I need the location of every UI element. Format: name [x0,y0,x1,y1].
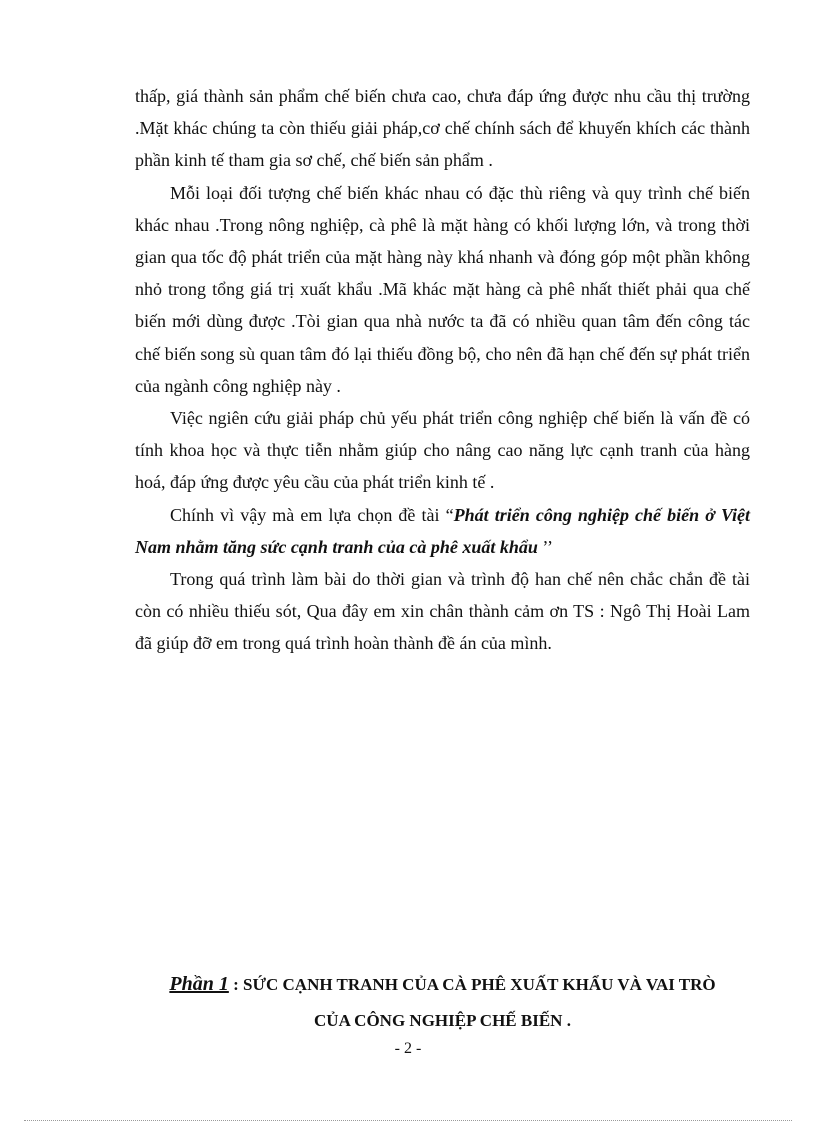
paragraph-processing: Mỗi loại đối tượng chế biến khác nhau có đặc thù riêng và quy trình chế biến khác nhau .Trong nông nghiệp, cà phê là mặt hàng có khối lượng lớn, và trong thời gian qua tốc độ phát triển của mặt hàng này khá nhanh và đóng góp một phần không nhỏ trong tổng giá trị xuất khẩu .Mã khác mặt hàng cà phê nhất thiết phải qua chế biến mới dùng được .Tòi gian qua nhà nước ta đã có nhiều quan tâm đến công tác chế biến song sù quan tâm đó lại thiếu đồng bộ, cho nên đã hạn chế đến sự phát triển của ngành công nghiệp này . [135,182,750,396]
paragraph-continuation: thấp, giá thành sản phẩm chế biến chưa cao, chưa đáp ứng được nhu cầu thị trường .Mặt khác chúng ta còn thiếu giải pháp,cơ chế chính sách để khuyến khích các thành phần kinh tế tham gia sơ chế, chế biến sản phẩm . [135,86,750,171]
footer-divider [24,1120,792,1121]
paragraph-topic [135,499,750,563]
section-title-line-1: SỨC CẠNH TRANH CỦA CÀ PHÊ XUẤT KHẨU VÀ VAI TRÒ [243,975,716,994]
paragraph-acknowledgement: Trong quá trình làm bài do thời gian và trình độ han chế nên chắc chắn đề tài còn có nhiều thiếu sót, Qua đây em xin chân thành cảm ơn TS : Ngô Thị Hoài Lam đã giúp đỡ em trong quá trình hoàn thành đề án của mình. [135,569,750,654]
section-heading-line-1 [135,966,750,1003]
section-heading [135,966,750,1039]
body-text [135,80,750,660]
section-title-line-2: CỦA CÔNG NGHIỆP CHẾ BIẾN . [314,1011,571,1030]
paragraph-research: Việc ngiên cứu giải pháp chủ yếu phát triển công nghiệp chế biến là vấn đề có tính khoa học và thực tiễn nhằm giúp cho nâng cao năng lực cạnh tranh của hàng hoá, đáp ứng được yêu cầu của phát triển kinh tế . [135,408,750,493]
topic-closing: ’’ [537,536,554,557]
topic-title: Phát triển công nghiệp chế biến ở Việt Nam nhằm tăng sức cạnh tranh của cà phê xuất khẩu [135,504,750,557]
topic-intro: Chính vì vậy mà em lựa chọn đề tài “ [170,504,454,525]
page-number: - 2 - [394,1040,422,1057]
section-label: Phần 1 [169,973,229,995]
section-separator: : [228,975,244,994]
